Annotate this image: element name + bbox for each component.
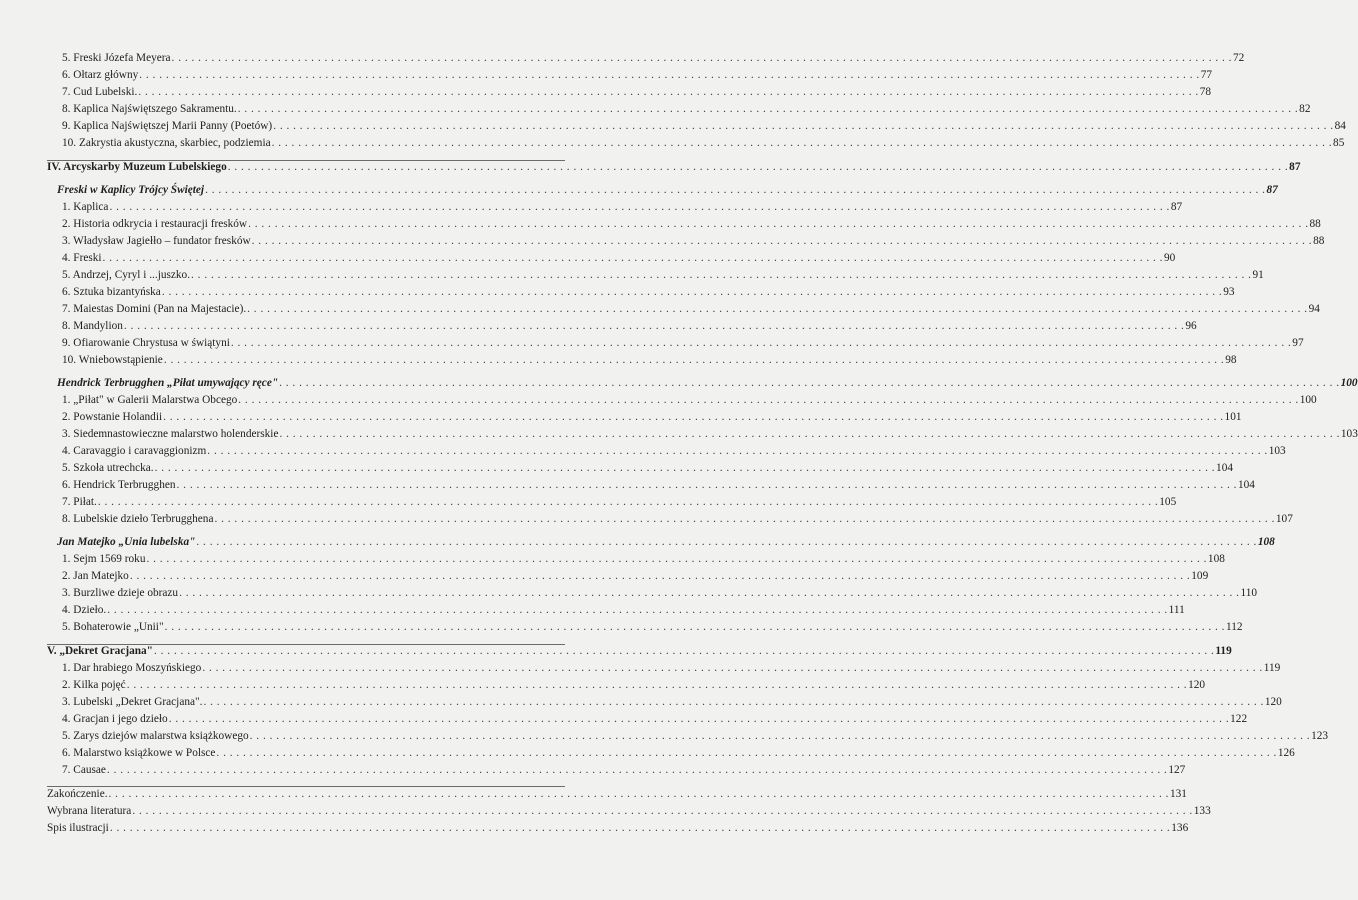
dot-leader: . . . . . . . . . . . . . . . . . . . . . . . . . . . . . . . . . . . . . . . . . . . . . . . . . . . . . . . . . . . . . . . . . . . . . . . . . . . . . . . . . . . . . . . . . . . . . . . . . . . . . . . . . . . . . . . . . . . . . . . . . . . . . . . . . . . . . . . . . . . . . . . . . . . . . . . . . . . . . . . . [191, 269, 1252, 281]
toc-entry-item [0, 67, 1212, 83]
toc-page-number: 109 [1191, 570, 1209, 582]
toc-title: 5. Zarys dziejów malarstwa książkowego [62, 730, 249, 742]
toc-title: Jan Matejko „Unia lubelska" [57, 536, 196, 548]
dot-leader: . . . . . . . . . . . . . . . . . . . . . . . . . . . . . . . . . . . . . . . . . . . . . . . . . . . . . . . . . . . . . . . . . . . . . . . . . . . . . . . . . . . . . . . . . . . . . . . . . . . . . . . . . . . . . . . . . . . . . . . . . . . . . . . . . . . . . . . . . . . . . . . . . . . . . . . . . . . . . . . . [109, 822, 1171, 834]
toc-title: 10. Wniebowstąpienie [62, 354, 163, 366]
dot-leader: . . . . . . . . . . . . . . . . . . . . . . . . . . . . . . . . . . . . . . . . . . . . . . . . . . . . . . . . . . . . . . . . . . . . . . . . . . . . . . . . . . . . . . . . . . . . . . . . . . . . . . . . . . . . . . . . . . . . . . . . . . . . . . . . . . . . . . . . . . . . . . . . . . . . . . . . . . . . . . . . [161, 286, 1223, 298]
toc-page-number: 85 [1333, 137, 1345, 149]
toc-entry-item [0, 460, 1233, 476]
toc-title: 5. Freski Józefa Meyera [62, 52, 171, 64]
dot-leader: . . . . . . . . . . . . . . . . . . . . . . . . . . . . . . . . . . . . . . . . . . . . . . . . . . . . . . . . . . . . . . . . . . . . . . . . . . . . . . . . . . . . . . . . . . . . . . . . . . . . . . . . . . . . . . . . . . . . . . . . . . . . . . . . . . . . . . . . . . . . . . . . . . . . . . . . . . . . . . . . [171, 52, 1232, 64]
toc-title: 8. Lubelskie dzieło Terbrugghena [62, 513, 214, 525]
toc-page-number: 104 [1216, 462, 1233, 474]
toc-entry-item [0, 477, 1255, 493]
dot-leader: . . . . . . . . . . . . . . . . . . . . . . . . . . . . . . . . . . . . . . . . . . . . . . . . . . . . . . . . . . . . . . . . . . . . . . . . . . . . . . . . . . . . . . . . . . . . . . . . . . . . . . . . . . . . . . . . . . . . . . . . . . . . . . . . . . . . . . . . . . . . . . . . . . . . . . . . . . . . . . . . [207, 445, 1268, 457]
toc-entry-item [0, 494, 1177, 510]
toc-title: 3. Burzliwe dzieje obrazu [62, 587, 179, 599]
toc-title: 3. Siedemnastowieczne malarstwo holenderskie [62, 428, 279, 440]
toc-title: V. „Dekret Gracjana" [47, 645, 153, 657]
dot-leader: . . . . . . . . . . . . . . . . . . . . . . . . . . . . . . . . . . . . . . . . . . . . . . . . . . . . . . . . . . . . . . . . . . . . . . . . . . . . . . . . . . . . . . . . . . . . . . . . . . . . . . . . . . . . . . . . . . . . . . . . . . . . . . . . . . . . . . . . . . . . . . . . . . . . . . . . . . . . . . . . [196, 536, 1257, 548]
dot-leader: . . . . . . . . . . . . . . . . . . . . . . . . . . . . . . . . . . . . . . . . . . . . . . . . . . . . . . . . . . . . . . . . . . . . . . . . . . . . . . . . . . . . . . . . . . . . . . . . . . . . . . . . . . . . . . . . . . . . . . . . . . . . . . . . . . . . . . . . . . . . . . . . . . . . . . . . . . . . . . . . [251, 235, 1313, 247]
section-divider [47, 160, 565, 161]
toc-title: 4. Caravaggio i caravaggionizm [62, 445, 207, 457]
toc-page-number: 103 [1268, 445, 1286, 457]
toc-entry-item [0, 619, 1243, 635]
toc-entry-section [0, 375, 1358, 391]
toc-page-number: 78 [1199, 86, 1212, 98]
toc-entry-item [0, 568, 1209, 584]
toc-title: 5. Szkoła utrechcka. [62, 462, 154, 474]
toc-page-number: 119 [1263, 662, 1281, 674]
toc-entry-top [0, 803, 1211, 819]
toc-page-number: 97 [1292, 337, 1304, 349]
toc-title: 4. Gracjan i jego dzieło [62, 713, 168, 725]
dot-leader: . . . . . . . . . . . . . . . . . . . . . . . . . . . . . . . . . . . . . . . . . . . . . . . . . . . . . . . . . . . . . . . . . . . . . . . . . . . . . . . . . . . . . . . . . . . . . . . . . . . . . . . . . . . . . . . . . . . . . . . . . . . . . . . . . . . . . . . . . . . . . . . . . . . . . . . . . . . . . . . . [227, 161, 1289, 173]
toc-title: 2. Jan Matejko [62, 570, 129, 582]
toc-page-number: 91 [1252, 269, 1264, 281]
toc-page-number: 90 [1163, 252, 1176, 264]
toc-title: 3. Władysław Jagiełło – fundator fresków [62, 235, 251, 247]
toc-page-number: 103 [1340, 428, 1358, 440]
dot-leader: . . . . . . . . . . . . . . . . . . . . . . . . . . . . . . . . . . . . . . . . . . . . . . . . . . . . . . . . . . . . . . . . . . . . . . . . . . . . . . . . . . . . . . . . . . . . . . . . . . . . . . . . . . . . . . . . . . . . . . . . . . . . . . . . . . . . . . . . . . . . . . . . . . . . . . . . . . . . . . . . [168, 713, 1230, 725]
toc-entry-part [0, 643, 1232, 659]
toc-page-number: 100 [1340, 377, 1358, 389]
toc-page-number: 87 [1289, 161, 1301, 173]
toc-entry-item [0, 135, 1345, 151]
toc-page-number: 101 [1224, 411, 1242, 423]
toc-title: 7. Piłat. [62, 496, 97, 508]
toc-entry-item [0, 585, 1258, 601]
toc-entry-item [0, 511, 1293, 527]
toc-title: Spis ilustracji [47, 822, 109, 834]
toc-entry-item [0, 50, 1245, 66]
dot-leader: . . . . . . . . . . . . . . . . . . . . . . . . . . . . . . . . . . . . . . . . . . . . . . . . . . . . . . . . . . . . . . . . . . . . . . . . . . . . . . . . . . . . . . . . . . . . . . . . . . . . . . . . . . . . . . . . . . . . . . . . . . . . . . . . . . . . . . . . . . . . . . . . . . . . . . . . . . . . . . . . [164, 621, 1225, 633]
toc-entry-item [0, 426, 1358, 442]
toc-title: 5. Andrzej, Cyryl i ...juszko. [62, 269, 191, 281]
toc-title: 4. Freski [62, 252, 102, 264]
dot-leader: . . . . . . . . . . . . . . . . . . . . . . . . . . . . . . . . . . . . . . . . . . . . . . . . . . . . . . . . . . . . . . . . . . . . . . . . . . . . . . . . . . . . . . . . . . . . . . . . . . . . . . . . . . . . . . . . . . . . . . . . . . . . . . . . . . . . . . . . . . . . . . . . . . . . . . . . . . . . . . . . [202, 662, 1263, 674]
toc-page-number: 112 [1226, 621, 1243, 633]
toc-entry-item [0, 711, 1248, 727]
toc-title: 2. Kilka pojęć [62, 679, 126, 691]
toc-title: 4. Dzieło. [62, 604, 107, 616]
dot-leader: . . . . . . . . . . . . . . . . . . . . . . . . . . . . . . . . . . . . . . . . . . . . . . . . . . . . . . . . . . . . . . . . . . . . . . . . . . . . . . . . . . . . . . . . . . . . . . . . . . . . . . . . . . . . . . . . . . . . . . . . . . . . . . . . . . . . . . . . . . . . . . . . . . . . . . . . . . . . . . . . [163, 354, 1225, 366]
toc-page-number: 94 [1308, 303, 1320, 315]
dot-leader: . . . . . . . . . . . . . . . . . . . . . . . . . . . . . . . . . . . . . . . . . . . . . . . . . . . . . . . . . . . . . . . . . . . . . . . . . . . . . . . . . . . . . . . . . . . . . . . . . . . . . . . . . . . . . . . . . . . . . . . . . . . . . . . . . . . . . . . . . . . . . . . . . . . . . . . . . . . . . . . . [153, 645, 1215, 657]
toc-page-number: 107 [1275, 513, 1293, 525]
toc-title: 10. Zakrystia akustyczna, skarbiec, podziemia [62, 137, 271, 149]
toc-title: 7. Cud Lubelski. [62, 86, 138, 98]
dot-leader: . . . . . . . . . . . . . . . . . . . . . . . . . . . . . . . . . . . . . . . . . . . . . . . . . . . . . . . . . . . . . . . . . . . . . . . . . . . . . . . . . . . . . . . . . . . . . . . . . . . . . . . . . . . . . . . . . . . . . . . . . . . . . . . . . . . . . . . . . . . . . . . . . . . . . . . . . . . . . . . . [146, 553, 1207, 565]
toc-entry-item [0, 677, 1206, 693]
toc-page-number: 72 [1232, 52, 1245, 64]
toc-page-number: 110 [1240, 587, 1258, 599]
dot-leader: . . . . . . . . . . . . . . . . . . . . . . . . . . . . . . . . . . . . . . . . . . . . . . . . . . . . . . . . . . . . . . . . . . . . . . . . . . . . . . . . . . . . . . . . . . . . . . . . . . . . . . . . . . . . . . . . . . . . . . . . . . . . . . . . . . . . . . . . . . . . . . . . . . . . . . . . . . . . . . . . [279, 428, 1340, 440]
toc-title: 6. Ołtarz główny [62, 69, 139, 81]
dot-leader: . . . . . . . . . . . . . . . . . . . . . . . . . . . . . . . . . . . . . . . . . . . . . . . . . . . . . . . . . . . . . . . . . . . . . . . . . . . . . . . . . . . . . . . . . . . . . . . . . . . . . . . . . . . . . . . . . . . . . . . . . . . . . . . . . . . . . . . . . . . . . . . . . . . . . . . . . . . . . . . . [107, 604, 1168, 616]
dot-leader: . . . . . . . . . . . . . . . . . . . . . . . . . . . . . . . . . . . . . . . . . . . . . . . . . . . . . . . . . . . . . . . . . . . . . . . . . . . . . . . . . . . . . . . . . . . . . . . . . . . . . . . . . . . . . . . . . . . . . . . . . . . . . . . . . . . . . . . . . . . . . . . . . . . . . . . . . . . . . . . . [279, 377, 1340, 389]
toc-title: Zakończenie. [47, 788, 108, 800]
toc-title: 8. Kaplica Najświętszego Sakramentu. [62, 103, 237, 115]
toc-entry-item [0, 318, 1197, 334]
toc-title: 7. Causae [62, 764, 106, 776]
toc-title: 9. Ofiarowanie Chrystusa w świątyni [62, 337, 230, 349]
toc-title: 1. Dar hrabiego Moszyńskiego [62, 662, 202, 674]
toc-page-number: 127 [1168, 764, 1186, 776]
toc-entry-item [0, 762, 1186, 778]
toc-entry-item [0, 335, 1304, 351]
section-divider [47, 644, 565, 645]
toc-page-number: 133 [1193, 805, 1211, 817]
toc-entry-item [0, 694, 1282, 710]
toc-page-number: 98 [1225, 354, 1237, 366]
toc-entry-item [0, 284, 1235, 300]
toc-page-number: 100 [1299, 394, 1317, 406]
dot-leader: . . . . . . . . . . . . . . . . . . . . . . . . . . . . . . . . . . . . . . . . . . . . . . . . . . . . . . . . . . . . . . . . . . . . . . . . . . . . . . . . . . . . . . . . . . . . . . . . . . . . . . . . . . . . . . . . . . . . . . . . . . . . . . . . . . . . . . . . . . . . . . . . . . . . . . . . . . . . . . . . [138, 86, 1199, 98]
toc-entry-item [0, 602, 1185, 618]
toc-entry-item [0, 352, 1237, 368]
dot-leader: . . . . . . . . . . . . . . . . . . . . . . . . . . . . . . . . . . . . . . . . . . . . . . . . . . . . . . . . . . . . . . . . . . . . . . . . . . . . . . . . . . . . . . . . . . . . . . . . . . . . . . . . . . . . . . . . . . . . . . . . . . . . . . . . . . . . . . . . . . . . . . . . . . . . . . . . . . . . . . . . [132, 805, 1193, 817]
dot-leader: . . . . . . . . . . . . . . . . . . . . . . . . . . . . . . . . . . . . . . . . . . . . . . . . . . . . . . . . . . . . . . . . . . . . . . . . . . . . . . . . . . . . . . . . . . . . . . . . . . . . . . . . . . . . . . . . . . . . . . . . . . . . . . . . . . . . . . . . . . . . . . . . . . . . . . . . . . . . . . . . [97, 496, 1159, 508]
toc-entry-item [0, 301, 1320, 317]
toc-page-number: 126 [1277, 747, 1295, 759]
dot-leader: . . . . . . . . . . . . . . . . . . . . . . . . . . . . . . . . . . . . . . . . . . . . . . . . . . . . . . . . . . . . . . . . . . . . . . . . . . . . . . . . . . . . . . . . . . . . . . . . . . . . . . . . . . . . . . . . . . . . . . . . . . . . . . . . . . . . . . . . . . . . . . . . . . . . . . . . . . . . . . . . [163, 411, 1224, 423]
dot-leader: . . . . . . . . . . . . . . . . . . . . . . . . . . . . . . . . . . . . . . . . . . . . . . . . . . . . . . . . . . . . . . . . . . . . . . . . . . . . . . . . . . . . . . . . . . . . . . . . . . . . . . . . . . . . . . . . . . . . . . . . . . . . . . . . . . . . . . . . . . . . . . . . . . . . . . . . . . . . . . . . [129, 570, 1191, 582]
toc-title: 6. Sztuka bizantyńska [62, 286, 161, 298]
dot-leader: . . . . . . . . . . . . . . . . . . . . . . . . . . . . . . . . . . . . . . . . . . . . . . . . . . . . . . . . . . . . . . . . . . . . . . . . . . . . . . . . . . . . . . . . . . . . . . . . . . . . . . . . . . . . . . . . . . . . . . . . . . . . . . . . . . . . . . . . . . . . . . . . . . . . . . . . . . . . . . . . [273, 120, 1334, 132]
toc-title: 2. Powstanie Holandii [62, 411, 163, 423]
toc-title: 2. Historia odkrycia i restauracji fresków [62, 218, 248, 230]
dot-leader: . . . . . . . . . . . . . . . . . . . . . . . . . . . . . . . . . . . . . . . . . . . . . . . . . . . . . . . . . . . . . . . . . . . . . . . . . . . . . . . . . . . . . . . . . . . . . . . . . . . . . . . . . . . . . . . . . . . . . . . . . . . . . . . . . . . . . . . . . . . . . . . . . . . . . . . . . . . . . . . . [109, 201, 1170, 213]
toc-entry-item [0, 392, 1317, 408]
toc-title: Freski w Kaplicy Trójcy Świętej [57, 184, 205, 196]
toc-entry-top [0, 786, 1187, 802]
dot-leader: . . . . . . . . . . . . . . . . . . . . . . . . . . . . . . . . . . . . . . . . . . . . . . . . . . . . . . . . . . . . . . . . . . . . . . . . . . . . . . . . . . . . . . . . . . . . . . . . . . . . . . . . . . . . . . . . . . . . . . . . . . . . . . . . . . . . . . . . . . . . . . . . . . . . . . . . . . . . . . . . [237, 103, 1299, 115]
toc-page-number: 123 [1311, 730, 1329, 742]
dot-leader: . . . . . . . . . . . . . . . . . . . . . . . . . . . . . . . . . . . . . . . . . . . . . . . . . . . . . . . . . . . . . . . . . . . . . . . . . . . . . . . . . . . . . . . . . . . . . . . . . . . . . . . . . . . . . . . . . . . . . . . . . . . . . . . . . . . . . . . . . . . . . . . . . . . . . . . . . . . . . . . . [139, 69, 1200, 81]
dot-leader: . . . . . . . . . . . . . . . . . . . . . . . . . . . . . . . . . . . . . . . . . . . . . . . . . . . . . . . . . . . . . . . . . . . . . . . . . . . . . . . . . . . . . . . . . . . . . . . . . . . . . . . . . . . . . . . . . . . . . . . . . . . . . . . . . . . . . . . . . . . . . . . . . . . . . . . . . . . . . . . . [179, 587, 1240, 599]
toc-page-number: 87 [1170, 201, 1183, 213]
toc-title: 1. „Piłat" w Galerii Malarstwa Obcego [62, 394, 238, 406]
dot-leader: . . . . . . . . . . . . . . . . . . . . . . . . . . . . . . . . . . . . . . . . . . . . . . . . . . . . . . . . . . . . . . . . . . . . . . . . . . . . . . . . . . . . . . . . . . . . . . . . . . . . . . . . . . . . . . . . . . . . . . . . . . . . . . . . . . . . . . . . . . . . . . . . . . . . . . . . . . . . . . . . [230, 337, 1292, 349]
toc-entry-item [0, 84, 1212, 100]
toc-page-number: 87 [1266, 184, 1278, 196]
dot-leader: . . . . . . . . . . . . . . . . . . . . . . . . . . . . . . . . . . . . . . . . . . . . . . . . . . . . . . . . . . . . . . . . . . . . . . . . . . . . . . . . . . . . . . . . . . . . . . . . . . . . . . . . . . . . . . . . . . . . . . . . . . . . . . . . . . . . . . . . . . . . . . . . . . . . . . . . . . . . . . . . [154, 462, 1216, 474]
toc-title: 6. Malarstwo książkowe w Polsce [62, 747, 216, 759]
dot-leader: . . . . . . . . . . . . . . . . . . . . . . . . . . . . . . . . . . . . . . . . . . . . . . . . . . . . . . . . . . . . . . . . . . . . . . . . . . . . . . . . . . . . . . . . . . . . . . . . . . . . . . . . . . . . . . . . . . . . . . . . . . . . . . . . . . . . . . . . . . . . . . . . . . . . . . . . . . . . . . . . [102, 252, 1163, 264]
toc-page-number: 96 [1185, 320, 1197, 332]
toc-page-number: 119 [1215, 645, 1232, 657]
toc-page-number: 88 [1309, 218, 1321, 230]
toc-entry-item [0, 745, 1295, 761]
toc-entry-item [0, 728, 1329, 744]
toc-page-number: 120 [1188, 679, 1206, 691]
toc-page-number: 108 [1207, 553, 1225, 565]
dot-leader: . . . . . . . . . . . . . . . . . . . . . . . . . . . . . . . . . . . . . . . . . . . . . . . . . . . . . . . . . . . . . . . . . . . . . . . . . . . . . . . . . . . . . . . . . . . . . . . . . . . . . . . . . . . . . . . . . . . . . . . . . . . . . . . . . . . . . . . . . . . . . . . . . . . . . . . . . . . . . . . . [248, 218, 1309, 230]
toc-title: 7. Maiestas Domini (Pan na Majestacie). [62, 303, 247, 315]
dot-leader: . . . . . . . . . . . . . . . . . . . . . . . . . . . . . . . . . . . . . . . . . . . . . . . . . . . . . . . . . . . . . . . . . . . . . . . . . . . . . . . . . . . . . . . . . . . . . . . . . . . . . . . . . . . . . . . . . . . . . . . . . . . . . . . . . . . . . . . . . . . . . . . . . . . . . . . . . . . . . . . . [203, 696, 1264, 708]
toc-entry-item [0, 409, 1242, 425]
dot-leader: . . . . . . . . . . . . . . . . . . . . . . . . . . . . . . . . . . . . . . . . . . . . . . . . . . . . . . . . . . . . . . . . . . . . . . . . . . . . . . . . . . . . . . . . . . . . . . . . . . . . . . . . . . . . . . . . . . . . . . . . . . . . . . . . . . . . . . . . . . . . . . . . . . . . . . . . . . . . . . . . [249, 730, 1311, 742]
toc-entry-item [0, 660, 1281, 676]
toc-page-number: 82 [1299, 103, 1311, 115]
toc-title: 8. Mandylion [62, 320, 123, 332]
toc-title: 1. Kaplica [62, 201, 109, 213]
dot-leader: . . . . . . . . . . . . . . . . . . . . . . . . . . . . . . . . . . . . . . . . . . . . . . . . . . . . . . . . . . . . . . . . . . . . . . . . . . . . . . . . . . . . . . . . . . . . . . . . . . . . . . . . . . . . . . . . . . . . . . . . . . . . . . . . . . . . . . . . . . . . . . . . . . . . . . . . . . . . . . . . [106, 764, 1168, 776]
toc-entry-section [0, 534, 1275, 550]
toc-entry-item [0, 233, 1325, 249]
toc-title: Wybrana literatura [47, 805, 132, 817]
toc-page-number: 88 [1313, 235, 1325, 247]
dot-leader: . . . . . . . . . . . . . . . . . . . . . . . . . . . . . . . . . . . . . . . . . . . . . . . . . . . . . . . . . . . . . . . . . . . . . . . . . . . . . . . . . . . . . . . . . . . . . . . . . . . . . . . . . . . . . . . . . . . . . . . . . . . . . . . . . . . . . . . . . . . . . . . . . . . . . . . . . . . . . . . . [238, 394, 1299, 406]
toc-entry-item [0, 118, 1346, 134]
toc-title: 6. Hendrick Terbrugghen [62, 479, 176, 491]
toc-entry-top [0, 820, 1189, 836]
dot-leader: . . . . . . . . . . . . . . . . . . . . . . . . . . . . . . . . . . . . . . . . . . . . . . . . . . . . . . . . . . . . . . . . . . . . . . . . . . . . . . . . . . . . . . . . . . . . . . . . . . . . . . . . . . . . . . . . . . . . . . . . . . . . . . . . . . . . . . . . . . . . . . . . . . . . . . . . . . . . . . . . [216, 747, 1277, 759]
toc-entry-item [0, 101, 1311, 117]
section-divider [47, 786, 565, 787]
toc-page-number: 105 [1159, 496, 1177, 508]
toc-title: 5. Bohaterowie „Unii" [62, 621, 164, 633]
toc-page-number: 93 [1223, 286, 1235, 298]
toc-page-number: 120 [1264, 696, 1282, 708]
toc-page-number: 131 [1169, 788, 1187, 800]
toc-entry-part [0, 159, 1301, 175]
toc-entry-item [0, 199, 1183, 215]
toc-page-number: 108 [1257, 536, 1275, 548]
toc-entry-item [0, 267, 1264, 283]
dot-leader: . . . . . . . . . . . . . . . . . . . . . . . . . . . . . . . . . . . . . . . . . . . . . . . . . . . . . . . . . . . . . . . . . . . . . . . . . . . . . . . . . . . . . . . . . . . . . . . . . . . . . . . . . . . . . . . . . . . . . . . . . . . . . . . . . . . . . . . . . . . . . . . . . . . . . . . . . . . . . . . . [126, 679, 1188, 691]
dot-leader: . . . . . . . . . . . . . . . . . . . . . . . . . . . . . . . . . . . . . . . . . . . . . . . . . . . . . . . . . . . . . . . . . . . . . . . . . . . . . . . . . . . . . . . . . . . . . . . . . . . . . . . . . . . . . . . . . . . . . . . . . . . . . . . . . . . . . . . . . . . . . . . . . . . . . . . . . . . . . . . . [214, 513, 1275, 525]
toc-entry-item [0, 216, 1321, 232]
dot-leader: . . . . . . . . . . . . . . . . . . . . . . . . . . . . . . . . . . . . . . . . . . . . . . . . . . . . . . . . . . . . . . . . . . . . . . . . . . . . . . . . . . . . . . . . . . . . . . . . . . . . . . . . . . . . . . . . . . . . . . . . . . . . . . . . . . . . . . . . . . . . . . . . . . . . . . . . . . . . . . . . [176, 479, 1237, 491]
dot-leader: . . . . . . . . . . . . . . . . . . . . . . . . . . . . . . . . . . . . . . . . . . . . . . . . . . . . . . . . . . . . . . . . . . . . . . . . . . . . . . . . . . . . . . . . . . . . . . . . . . . . . . . . . . . . . . . . . . . . . . . . . . . . . . . . . . . . . . . . . . . . . . . . . . . . . . . . . . . . . . . . [108, 788, 1169, 800]
toc-title: 9. Kaplica Najświętszej Marii Panny (Poetów) [62, 120, 273, 132]
toc-title: Hendrick Terbrugghen „Piłat umywający ręce" [57, 377, 279, 389]
toc-title: 3. Lubelski „Dekret Gracjana". [62, 696, 203, 708]
dot-leader: . . . . . . . . . . . . . . . . . . . . . . . . . . . . . . . . . . . . . . . . . . . . . . . . . . . . . . . . . . . . . . . . . . . . . . . . . . . . . . . . . . . . . . . . . . . . . . . . . . . . . . . . . . . . . . . . . . . . . . . . . . . . . . . . . . . . . . . . . . . . . . . . . . . . . . . . . . . . . . . . [123, 320, 1185, 332]
toc-title: IV. Arcyskarby Muzeum Lubelskiego [47, 161, 227, 173]
toc-page-number: 84 [1334, 120, 1346, 132]
dot-leader: . . . . . . . . . . . . . . . . . . . . . . . . . . . . . . . . . . . . . . . . . . . . . . . . . . . . . . . . . . . . . . . . . . . . . . . . . . . . . . . . . . . . . . . . . . . . . . . . . . . . . . . . . . . . . . . . . . . . . . . . . . . . . . . . . . . . . . . . . . . . . . . . . . . . . . . . . . . . . . . . [271, 137, 1333, 149]
toc-entry-item [0, 250, 1176, 266]
toc-page-number: 136 [1171, 822, 1189, 834]
toc-page-number: 122 [1230, 713, 1248, 725]
toc-page-number: 104 [1237, 479, 1255, 491]
toc-page-number: 77 [1200, 69, 1212, 81]
toc-entry-section [0, 182, 1278, 198]
toc-entry-item [0, 551, 1225, 567]
toc-page-number: 111 [1168, 604, 1185, 616]
dot-leader: . . . . . . . . . . . . . . . . . . . . . . . . . . . . . . . . . . . . . . . . . . . . . . . . . . . . . . . . . . . . . . . . . . . . . . . . . . . . . . . . . . . . . . . . . . . . . . . . . . . . . . . . . . . . . . . . . . . . . . . . . . . . . . . . . . . . . . . . . . . . . . . . . . . . . . . . . . . . . . . . [247, 303, 1308, 315]
toc-title: 1. Sejm 1569 roku [62, 553, 146, 565]
toc-entry-item [0, 443, 1286, 459]
dot-leader: . . . . . . . . . . . . . . . . . . . . . . . . . . . . . . . . . . . . . . . . . . . . . . . . . . . . . . . . . . . . . . . . . . . . . . . . . . . . . . . . . . . . . . . . . . . . . . . . . . . . . . . . . . . . . . . . . . . . . . . . . . . . . . . . . . . . . . . . . . . . . . . . . . . . . . . . . . . . . . . . [205, 184, 1266, 196]
